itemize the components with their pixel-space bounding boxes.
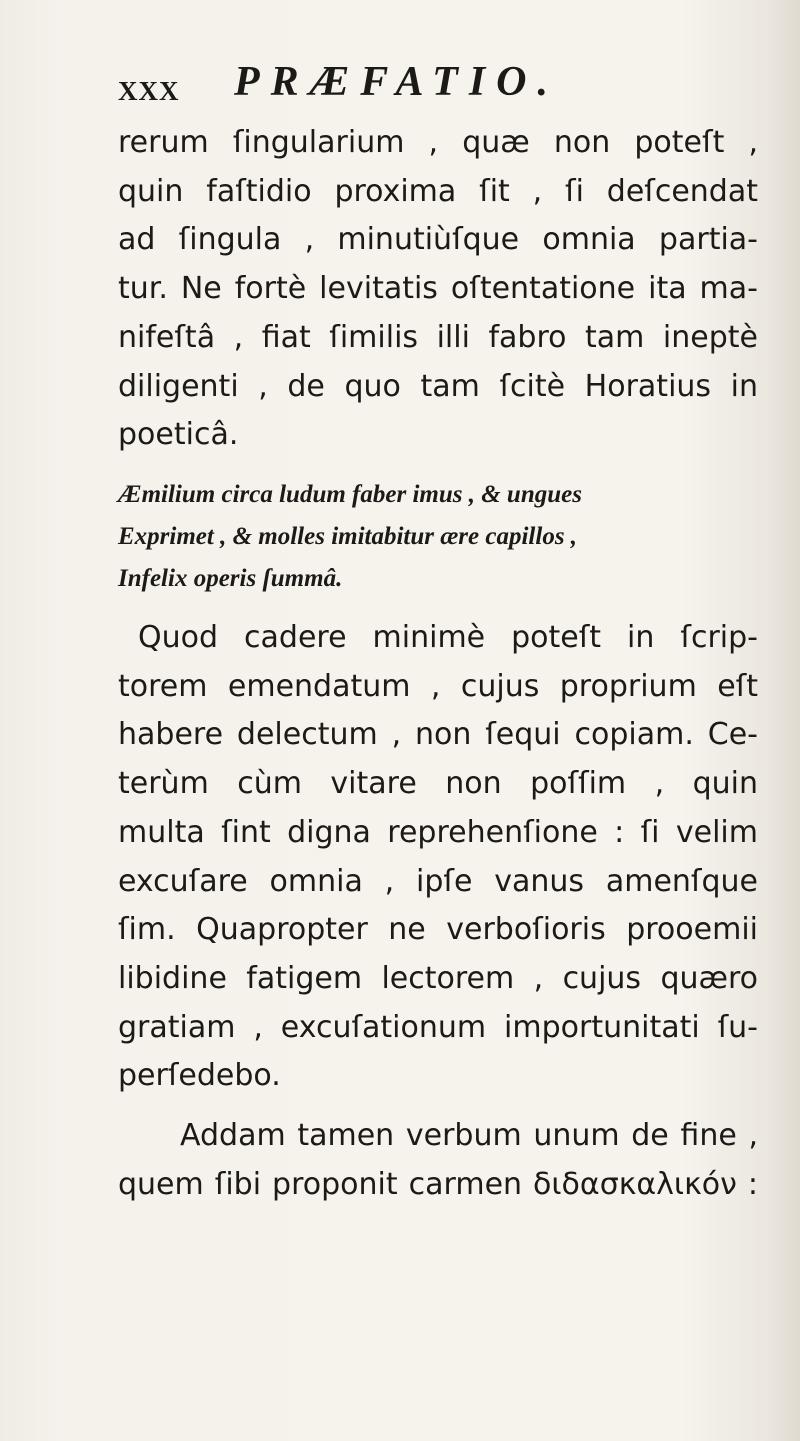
text-line: Quod cadere minimè poteſt in ſcrip-: [138, 620, 758, 655]
text-line: habere delectum , non ſequi copiam. Ce-: [118, 717, 758, 753]
verse-line: Infelix operis ſummâ.: [118, 565, 343, 592]
text-line: poeticâ.: [118, 417, 239, 453]
text-line: torem emendatum , cujus proprium eſt: [118, 668, 758, 704]
text-line: perſedebo.: [118, 1058, 281, 1094]
text-line: excuſare omnia , ipſe vanus amenſque: [118, 863, 758, 899]
page-number: XXX: [118, 76, 180, 106]
paragraph-2: [118, 614, 758, 1101]
text-line: multa ſint digna reprehenſione : ſi velim: [118, 814, 758, 850]
verse-line: Exprimet , & molles imitabitur ære capillos ,: [118, 523, 578, 550]
paragraph-3: [118, 1112, 758, 1209]
text-line: quin faſtidio proxima ſit , ſi deſcendat: [118, 173, 758, 209]
text-line: gratiam , excuſationum importunitati ſu-: [118, 1009, 758, 1045]
text-line: tur. Ne fortè levitatis oſtentatione ita ma-: [118, 271, 758, 307]
text-line: terùm cùm vitare non poſſim , quin: [118, 766, 758, 802]
paragraph-1: [118, 119, 758, 460]
text-line: diligenti , de quo tam ſcitè Horatius in: [118, 368, 758, 404]
text-line: quem ſibi proponit carmen διδασκαλικόν :: [118, 1166, 758, 1202]
verse-quotation: [118, 474, 758, 600]
running-title: PRÆFATIO.: [234, 59, 559, 105]
text-line: nifeſtâ , fiat ſimilis illi fabro tam ineptè: [118, 319, 758, 355]
text-line: rerum ſingularium , quæ non poteſt ,: [118, 125, 758, 160]
text-line: Addam tamen verbum unum de fine ,: [180, 1118, 758, 1153]
verse-line: Æmilium circa ludum faber imus , & ungues: [118, 481, 582, 508]
page-header: [118, 58, 758, 118]
text-line: ſim. Quapropter ne verboſioris prooemii: [118, 912, 758, 948]
text-line: ad ſingula , minutiùſque omnia partia-: [118, 222, 758, 258]
text-line: libidine fatigem lectorem , cujus quæro: [118, 960, 758, 996]
